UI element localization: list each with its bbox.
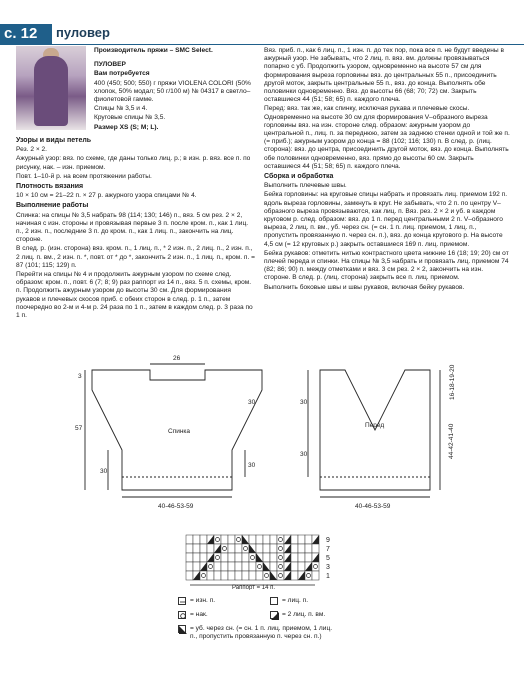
legend-knit: = лиц. п. — [270, 596, 358, 606]
knit-symbol — [270, 597, 278, 605]
yarn-over-symbol — [178, 611, 186, 619]
assembly-heading: Сборка и обработка — [264, 173, 334, 181]
need-text: 400 (450; 500; 550) г пряжи VIOLENA COLORI (50% хлопок, 50% модал; 50 г/100 м) № 04317 в светло–фиолетовой гамме. — [94, 79, 251, 104]
chart-cell — [256, 562, 263, 571]
need-label: Вам потребуется — [94, 70, 150, 78]
chart-cell — [214, 562, 221, 571]
chart-cell — [256, 571, 263, 580]
chart-cell — [298, 553, 305, 562]
chart-cell — [200, 544, 207, 553]
chart-cell — [186, 544, 193, 553]
chart-cell — [291, 553, 298, 562]
chart-cell — [207, 562, 214, 571]
back-width-label: 40-46-53-59 — [158, 503, 194, 510]
front-outline — [320, 370, 430, 490]
garment-schematic — [0, 330, 524, 510]
right-column — [264, 47, 510, 293]
chart-cell — [221, 571, 228, 580]
chart-cell — [277, 562, 284, 571]
chart-cell — [312, 544, 319, 553]
gauge-text: 10 × 10 см = 21–22 п. × 27 р. ажурного узора спицами № 4. — [16, 192, 197, 200]
purl-symbol — [178, 597, 186, 605]
chart-cell — [242, 553, 249, 562]
chart-cell — [242, 544, 249, 553]
photo-figure — [34, 56, 68, 126]
back-height-label: 57 — [75, 425, 83, 432]
chart-cell — [186, 562, 193, 571]
row-label-7: 7 — [326, 546, 330, 553]
top-height-label: 3 — [78, 373, 82, 380]
chart-cell — [291, 562, 298, 571]
work-para-2: В след. р. (изн. сторона) вяз. кром. п., 1 лиц. п., * 2 изн. п., 2 лиц. п., 2 изн. п., 2 лиц. п. вм., 2 изн. п. *, повт. от * до *, закончить 2 изн. п., 1 лиц. п., кром. п. = 87 (101; 115; 129) п. — [16, 245, 256, 269]
chart-cell — [186, 535, 193, 544]
work-para-1: Спинка: на спицы № 3,5 набрать 98 (114; 130; 146) п., вяз. 5 см рез. 2 × 2, начиная с изн. стороны и провязывая первые 3 п. после кром. п., как 1 лиц. п., 2 изн. п., последние 3 п. до кром. п., как 1 лиц. п., закончить на лиц. стороне. — [16, 211, 249, 244]
chart-cell — [277, 553, 284, 562]
chart-cell — [249, 562, 256, 571]
chart-cell — [277, 544, 284, 553]
chart-cell — [277, 535, 284, 544]
k2tog-symbol — [270, 611, 278, 619]
chart-cell — [186, 553, 193, 562]
chart-cell — [200, 553, 207, 562]
chart-cell — [214, 571, 221, 580]
intro-block — [94, 47, 256, 133]
chart-cell — [221, 553, 228, 562]
front-v-label: 30 — [300, 399, 308, 406]
chart-cell — [305, 544, 312, 553]
assembly-3: Бейка рукавов: отметить нитью контрастного цвета нижние 16 (18; 19; 20) см от плечей переда и спинки. На спицы № 3,5 набрать и провязать лиц. приемом 74 (82; 86; 90) п. между отметками и вяз. 3 см рез. 2 × 2, закончить на изн. стороне. В след. р. (лиц. сторона) закрыть все п. лиц. приемом. — [264, 249, 509, 282]
chart-cell — [235, 544, 242, 553]
chart-cell — [235, 571, 242, 580]
chart-cell — [312, 571, 319, 580]
model-photo — [16, 46, 86, 130]
back-upper-label: 30 — [248, 399, 256, 406]
chart-cell — [249, 553, 256, 562]
chart-cell — [270, 535, 277, 544]
chart-cell — [235, 562, 242, 571]
row-label-9: 9 — [326, 537, 330, 544]
chart-cell — [193, 553, 200, 562]
chart-cell — [235, 553, 242, 562]
front-width-label: 40-46-53-59 — [355, 503, 391, 510]
needles-1: Спицы № 3,5 и 4. — [94, 105, 148, 113]
work-para-3: Перейти на спицы № 4 и продолжить ажурным узором по схеме след. образом: кром. п., повт. 6 (7; 8; 9) раз раппорт из 14 п., вяз. 5 п. схемы, кром. п. Продолжить ажурным узором до высоты 30 см. Для формирования рукавов и плечевых скосов приб. с обеих сторон в след. р. 1 п., затем поочередно во 2-м и 4-м р. 24 раза по 1 п., затем в каждом след. р. 3 раза по 1 п. — [16, 271, 253, 320]
needles-2: Круговые спицы № 3,5. — [94, 114, 166, 122]
neck-width-label: 26 — [173, 355, 181, 362]
chart-cell — [242, 571, 249, 580]
chart-cell — [221, 535, 228, 544]
chart-cell — [200, 535, 207, 544]
stitch-chart — [180, 532, 340, 590]
legend-yo: = нак. — [178, 610, 256, 620]
assembly-1: Выполнить плечевые швы. — [264, 182, 347, 190]
chart-cell — [214, 553, 221, 562]
row-label-5: 5 — [326, 555, 330, 562]
work-heading: Выполнение работы — [16, 202, 89, 210]
chart-cell — [263, 544, 270, 553]
header-rule — [0, 44, 524, 45]
chart-cell — [186, 571, 193, 580]
front-total-label: 44-42-41-40 — [448, 423, 455, 459]
armhole-label: 16-18-19-20 — [449, 364, 456, 400]
left-column — [16, 135, 256, 321]
chart-cell — [193, 562, 200, 571]
assembly-2: Бейка горловины: на круговые спицы набрать и провязать лиц. приемом 192 п. вдоль выреза горловины, замкнуть в круг. Не забывать, что 2 п. по центру V–образного выреза провязываются, как лиц. п. Вяз. рез. 2 × 2 и уб. в каждом круговом р. след. образом: вяз. до 1 п. перед центральными 2 п. V–образного выреза, 2 лиц. п. вм., уб. через сн. (= сн. 1 п. лиц. приемом, 1 лиц. п., пропустить провязанную п. через сн. п.), вяз. до конца кругового р. На высоте 4,5 см (= 12 круговых р.) закрыть оставшиеся 169 п. лиц. приемом. — [264, 191, 508, 248]
item-name: ПУЛОВЕР — [94, 61, 126, 69]
chart-cell — [277, 571, 284, 580]
chart-cell — [249, 571, 256, 580]
chart-cell — [228, 535, 235, 544]
right-para-2: Перед: вяз. так же, как спинку, исключая рукава и плечевые скосы. Одновременно на высоте 30 см для формирования V–образного выреза горловины вяз. на изн. стороне след. образом: ажурным узором до центральной п., лиц. п. за переднюю, затем за заднюю стенки одной и той же п. (= приб.); ажурным узором до конца = 88 (102; 116; 130) п. В след. р. (лиц. сторона): вяз. до центра, присоединить другой моток, вяз. до конца. Выполнять обе половинки одновременно, вяз. прямо до высоты 60 см. Закрыть оставшиеся 44 (51; 58; 65) п. каждого плеча. — [264, 105, 510, 170]
legend-purl: = изн. п. — [178, 596, 256, 606]
front-lower-label: 30 — [300, 451, 308, 458]
chart-cell — [228, 553, 235, 562]
assembly-4: Выполнить боковые швы и швы рукавов, включая бейку рукавов. — [264, 283, 465, 291]
legend-skp: = уб. через сн. (= сн. 1 п. лиц. приемом, 1 лиц. п., пропустить провязанную п. через сн. п.) — [178, 625, 358, 641]
openwork-text: Ажурный узор: вяз. по схеме, где даны только лиц. р.; в изн. р. вяз. все п. по рисунку, нак. – изн. приемом. — [16, 155, 251, 171]
chart-cell — [305, 553, 312, 562]
skp-symbol — [178, 625, 186, 633]
manufacturer: Производитель пряжи – SMC Select. — [94, 47, 213, 54]
chart-cell — [207, 571, 214, 580]
page-title: пуловер — [56, 25, 110, 40]
chart-cell — [200, 571, 207, 580]
chart-cell — [221, 562, 228, 571]
right-para-1: Вяз. приб. п., как 6 лиц. п., 1 изн. п. до тех пор, пока все п. не будут введены в ажурный узор. Не забывать, что 2 лиц. п. вяз. вм. должны провязываться попарно с уб. Продолжить узором, одновременно на высоте 57 см для формирования выреза горловины вяз. до центральных 55 п., присоединить другой моток, закрыть центральные 55 п., вяз. до конца. Выполнять обе половинки одновременно. Вяз. до высоты 66 (68; 70; 72) см. Закрыть оставшиеся 44 (51; 58; 65) п. каждого плеча. — [264, 47, 504, 104]
chart-cell — [298, 544, 305, 553]
chart-cell — [228, 544, 235, 553]
chart-cell — [256, 544, 263, 553]
back-label: Спинка — [168, 428, 191, 435]
chart-cell — [193, 544, 200, 553]
chart-cell — [256, 535, 263, 544]
legend — [178, 596, 358, 641]
chart-cell — [242, 562, 249, 571]
chart-cell — [207, 544, 214, 553]
chart-cell — [235, 535, 242, 544]
rib-text: Рез. 2 × 2. — [16, 146, 47, 154]
chart-cell — [263, 535, 270, 544]
legend-k2tog: = 2 лиц. п. вм. — [270, 610, 358, 620]
chart-cell — [305, 535, 312, 544]
chart-cell — [312, 562, 319, 571]
chart-cell — [298, 535, 305, 544]
chart-grid — [186, 535, 319, 580]
chart-cell — [291, 544, 298, 553]
chart-cell — [270, 544, 277, 553]
chart-cell — [270, 562, 277, 571]
front-label: Перед — [365, 422, 385, 429]
chart-cell — [298, 562, 305, 571]
row-label-3: 3 — [326, 564, 330, 571]
chart-cell — [291, 535, 298, 544]
patterns-heading: Узоры и виды петель — [16, 137, 92, 144]
chart-cell — [221, 544, 228, 553]
back-sleeve-label: 30 — [248, 462, 256, 469]
gauge-heading: Плотность вязания — [16, 183, 84, 191]
chart-cell — [263, 553, 270, 562]
chart-cell — [249, 535, 256, 544]
page-number-badge: с. 12 — [0, 24, 52, 44]
chart-cell — [305, 571, 312, 580]
rapport-label: Раппорт = 14 п. — [232, 585, 276, 590]
chart-cell — [214, 535, 221, 544]
chart-cell — [228, 571, 235, 580]
repeat-text: Повт. 1–10-й р. на всем протяжении работы. — [16, 172, 152, 180]
chart-cell — [291, 571, 298, 580]
chart-cell — [228, 562, 235, 571]
back-side-label: 30 — [100, 468, 108, 475]
chart-cell — [193, 535, 200, 544]
chart-cell — [270, 553, 277, 562]
chart-cell — [263, 571, 270, 580]
size: Размер XS (S; M; L). — [94, 123, 159, 131]
row-label-1: 1 — [326, 573, 330, 580]
